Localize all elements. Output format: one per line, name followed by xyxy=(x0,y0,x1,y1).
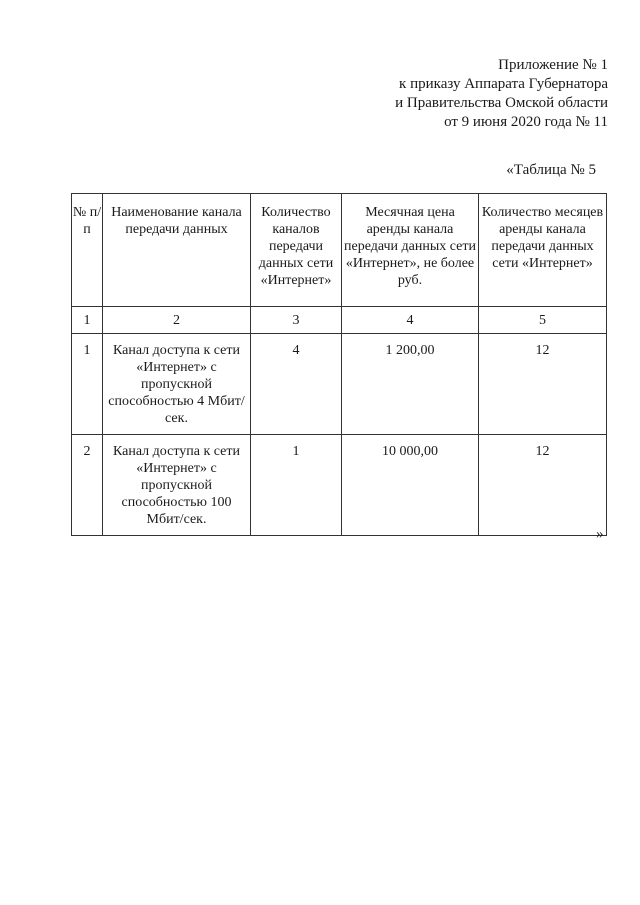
row-number: 1 xyxy=(72,334,103,435)
column-header: Количество месяцев аренды канала передачи данных сети «Интернет» xyxy=(479,194,607,307)
column-number: 2 xyxy=(103,307,251,334)
document-header xyxy=(395,56,608,132)
column-header: Количество каналов передачи данных сети «Интернет» xyxy=(251,194,342,307)
monthly-price: 1 200,00 xyxy=(342,334,479,435)
column-number-row xyxy=(72,307,607,334)
header-order-line: к приказу Аппарата Губернатора xyxy=(399,76,608,92)
column-header: № п/п xyxy=(72,194,103,307)
channel-name: Канал доступа к сети «Интернет» с пропускной способностью 100 Мбит/сек. xyxy=(103,435,251,536)
header-date-line: от 9 июня 2020 года № 11 xyxy=(444,114,608,130)
channel-count: 1 xyxy=(251,435,342,536)
header-appendix-line: Приложение № 1 xyxy=(498,57,608,73)
closing-quote: » xyxy=(596,526,604,542)
table-row xyxy=(72,435,607,536)
table-row xyxy=(72,334,607,435)
column-number: 3 xyxy=(251,307,342,334)
channel-count: 4 xyxy=(251,334,342,435)
row-number: 2 xyxy=(72,435,103,536)
column-number: 4 xyxy=(342,307,479,334)
column-header: Наименование канала передачи данных xyxy=(103,194,251,307)
monthly-price: 10 000,00 xyxy=(342,435,479,536)
table-caption: «Таблица № 5 xyxy=(506,162,596,178)
header-government-line: и Правительства Омской области xyxy=(395,95,608,111)
column-number: 5 xyxy=(479,307,607,334)
column-number: 1 xyxy=(72,307,103,334)
months-count: 12 xyxy=(479,334,607,435)
data-table xyxy=(71,193,607,536)
column-header: Месячная цена аренды канала передачи данных сети «Интернет», не более руб. xyxy=(342,194,479,307)
months-count: 12 xyxy=(479,435,607,536)
table-header-row xyxy=(72,194,607,307)
channel-name: Канал доступа к сети «Интернет» с пропускной способностью 4 Мбит/сек. xyxy=(103,334,251,435)
